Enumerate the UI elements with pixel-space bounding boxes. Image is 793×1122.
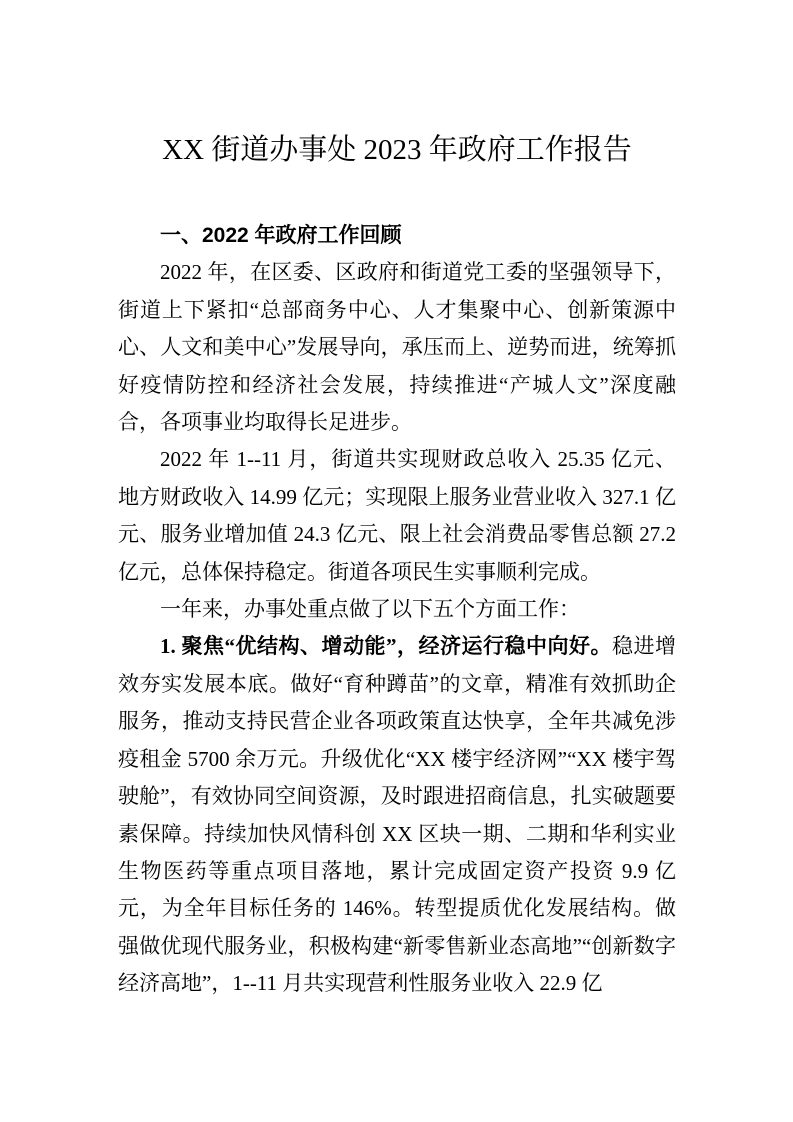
paragraph <box>118 254 676 441</box>
text-run: 稳进增效夯实发展本底。做好“育种蹲苗”的文章，精准有效抓助企服务，推动支持民营企业各项政策直达快享，全年共减免涉疫租金 5700 余万元。升级优化“XX 楼宇经济网”“XX 楼宇驾驶舱”，有效协同空间资源，及时跟进招商信息，扎实破题要素保障。持续加快风情科创 XX 区块一期、二期和华利实业生物医药等重点项目落地，累计完成固定资产投资 9.9 亿元，为全年目标任务的 146%。转型提质优化发展结构。做强做优现代服务业，积极构建“新零售新业态高地”“创新数字经济高地”，1--11 月共实现营利性服务业收入 22.9 亿 <box>118 634 676 996</box>
text-run: 一年来，办事处重点做了以下五个方面工作： <box>160 597 580 622</box>
paragraph <box>118 591 676 628</box>
paragraph <box>118 628 676 1002</box>
text-run: 2022 年，在区委、区政府和街道党工委的坚强领导下，街道上下紧扣“总部商务中心、人才集聚中心、创新策源中心、人文和美中心”发展导向，承压而上、逆势而进，统筹抓好疫情防控和经济社会发展，持续推进“产城人文”深度融合，各项事业均取得长足进步。 <box>118 260 676 435</box>
paragraph <box>118 441 676 591</box>
text-run: 2022 年 1--11 月，街道共实现财政总收入 25.35 亿元、地方财政收入 14.99 亿元；实现限上服务业营业收入 327.1 亿元、服务业增加值 24.3 亿元、限上社会消费品零售总额 27.2 亿元，总体保持稳定。街道各项民生实事顺利完成。 <box>118 447 676 584</box>
section-heading <box>118 217 676 254</box>
text-run: 一、2022 年政府工作回顾 <box>160 224 402 247</box>
document-body <box>118 217 676 1003</box>
document-title: XX 街道办事处 2023 年政府工作报告 <box>162 134 632 166</box>
text-run: 1. 聚焦“优结构、增动能”，经济运行稳中向好。 <box>160 634 612 659</box>
